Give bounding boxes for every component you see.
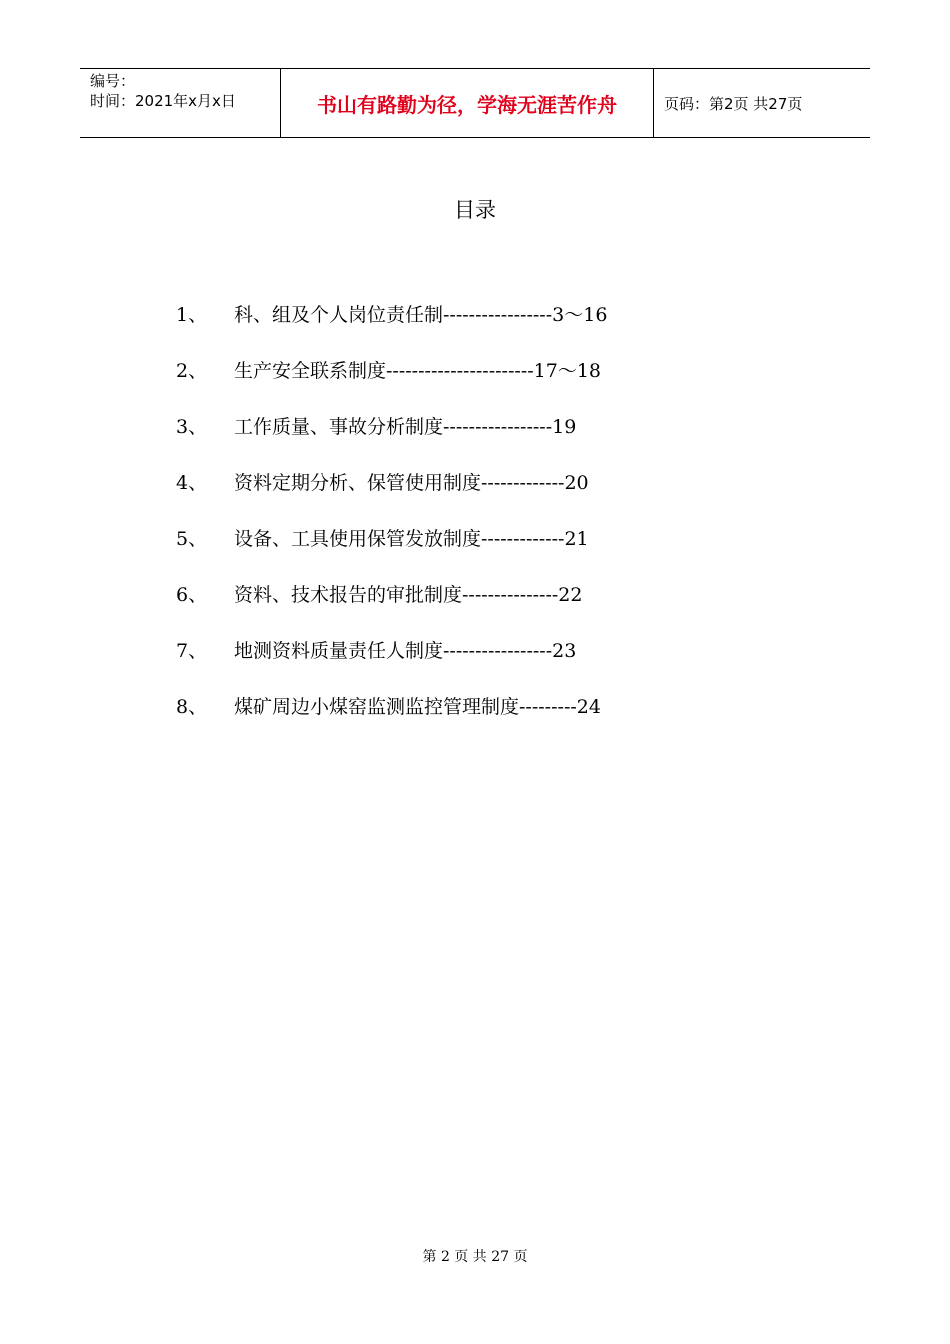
toc-number: 4、: [176, 471, 208, 494]
toc-item[interactable]: [176, 621, 876, 677]
toc-text: 设备、工具使用保管发放制度-------------21: [234, 527, 589, 550]
toc-item[interactable]: [176, 677, 876, 733]
toc-text: 地测资料质量责任人制度-----------------23: [234, 639, 577, 662]
toc-number: 3、: [176, 415, 208, 438]
page-header: [80, 68, 870, 138]
toc-text: 生产安全联系制度-----------------------17～18: [234, 359, 602, 382]
toc-number: 1、: [176, 303, 208, 326]
toc-item[interactable]: [176, 453, 876, 509]
toc-text: 工作质量、事故分析制度-----------------19: [234, 415, 577, 438]
toc-number: 8、: [176, 695, 208, 718]
toc-item[interactable]: [176, 285, 876, 341]
toc-title: 目录: [454, 198, 496, 222]
toc-item[interactable]: [176, 397, 876, 453]
toc-number: 7、: [176, 639, 208, 662]
toc-number: 2、: [176, 359, 208, 382]
toc-text: 科、组及个人岗位责任制-----------------3～16: [234, 303, 608, 326]
toc-text: 煤矿周边小煤窑监测监控管理制度---------24: [234, 695, 601, 718]
toc-number: 6、: [176, 583, 208, 606]
toc-text: 资料定期分析、保管使用制度-------------20: [234, 471, 589, 494]
toc-number: 5、: [176, 527, 208, 550]
toc-item[interactable]: [176, 509, 876, 565]
header-page-label: 页码：第2页 共27页: [664, 94, 803, 113]
toc-text: 资料、技术报告的审批制度---------------22: [234, 583, 583, 606]
header-motto: 书山有路勤为径，学海无涯苦作舟: [281, 69, 654, 137]
table-of-contents: [176, 285, 876, 733]
header-left-cell: [80, 69, 281, 137]
toc-item[interactable]: [176, 565, 876, 621]
serial-label: 编号：: [90, 72, 136, 90]
toc-item[interactable]: [176, 341, 876, 397]
time-label: 时间：2021年x月x日: [90, 92, 236, 110]
page-footer: 第 2 页 共 27 页: [422, 1249, 528, 1265]
